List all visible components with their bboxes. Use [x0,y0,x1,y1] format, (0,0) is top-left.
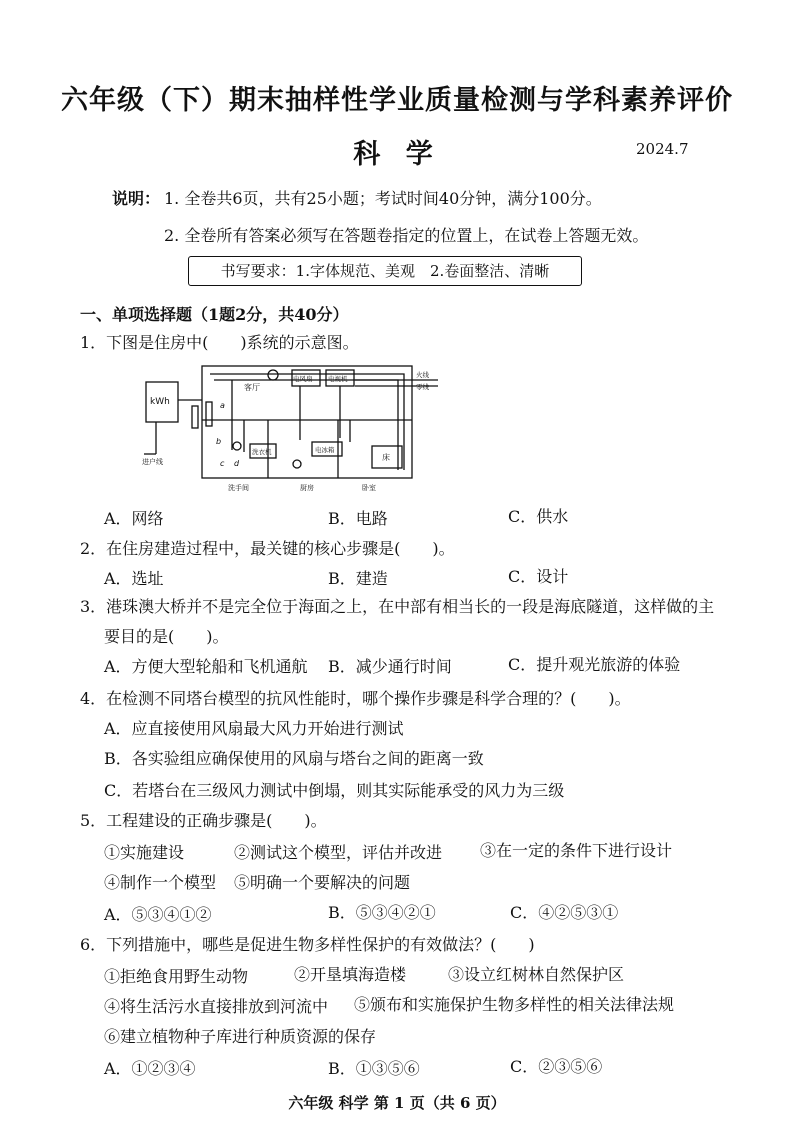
q1-stem: 1．下图是住房中( )系统的示意图。 [80,333,359,352]
q3-option-c: C．提升观光旅游的体验 [508,655,681,674]
label-d: d [234,459,240,468]
section-title: 一、单项选择题（1题2分，共40分） [80,305,349,324]
fan-label: 电风扇 [293,375,313,383]
q6-option-c: C．②③⑤⑥ [510,1057,603,1076]
service-line-label: 进户线 [142,458,163,466]
tv-label: 电视机 [328,375,348,383]
q6-option-b: B．①③⑤⑥ [328,1059,420,1078]
q5-stem: 5．工程建设的正确步骤是( )。 [80,811,327,830]
q5-step-4: ④制作一个模型 [104,873,217,892]
exam-title: 六年级（下）期末抽样性学业质量检测与学科素养评价 [61,85,733,116]
q4-option-a: A．应直接使用风扇最大风力开始进行测试 [104,719,404,738]
q6-stem: 6．下列措施中，哪些是促进生物多样性保护的有效做法？( ) [80,935,535,954]
instruction-item-2: 2. 全卷所有答案必须写在答题卷指定的位置上，在试卷上答题无效。 [164,226,649,245]
q2-option-a: A．选址 [104,569,164,588]
fridge-label: 电冰箱 [315,446,335,454]
q5-option-a: A．⑤③④①② [104,905,212,924]
q4-stem: 4．在检测不同塔台模型的抗风性能时，哪个操作步骤是科学合理的？( )。 [80,689,631,708]
circuit-diagram [140,360,440,510]
q3-option-b: B．减少通行时间 [328,657,452,676]
q5-step-3: ③在一定的条件下进行设计 [480,841,673,860]
q5-option-b: B．⑤③④②① [328,903,436,922]
q2-option-b: B．建造 [328,569,388,588]
instructions-label: 说明： [112,189,161,208]
washer-label: 洗衣机 [252,448,272,456]
living-room-label: 客厅 [244,383,260,392]
bathroom-label: 洗手间 [228,484,249,492]
bedroom-label: 卧室 [362,484,376,492]
q6-measure-5: ⑤颁布和实施保护生物多样性的相关法律法规 [354,995,675,1014]
live-wire-label: 火线 [416,371,429,379]
q5-option-c: C．④②⑤③① [510,903,619,922]
q6-measure-3: ③设立红树林自然保护区 [448,965,625,984]
meter-label: kWh [150,397,170,407]
q1-option-a: A．网络 [104,509,164,528]
label-a: a [220,401,225,410]
q3-stem-line2: 要目的是( )。 [104,627,229,646]
bed-label: 床 [382,453,390,462]
q6-measure-2: ②开垦填海造楼 [294,965,407,984]
q6-option-a: A．①②③④ [104,1059,196,1078]
label-b: b [216,437,222,446]
q6-measure-1: ①拒绝食用野生动物 [104,967,249,986]
q6-measure-6: ⑥建立植物种子库进行种质资源的保存 [104,1027,377,1046]
kitchen-label: 厨房 [300,484,314,492]
q4-option-c: C．若塔台在三级风力测试中倒塌，则其实际能承受的风力为三级 [104,781,565,800]
page-footer: 六年级 科学 第 1 页（共 6 页） [288,1094,506,1112]
exam-date: 2024.7 [636,140,689,158]
q6-measure-4: ④将生活污水直接排放到河流中 [104,997,329,1016]
q2-option-c: C．设计 [508,567,569,586]
q3-option-a: A．方便大型轮船和飞机通航 [104,657,308,676]
label-c: c [220,459,225,468]
q1-option-c: C．供水 [508,507,569,526]
q5-step-1: ①实施建设 [104,843,185,862]
q2-stem: 2．在住房建造过程中，最关键的核心步骤是( )。 [80,539,455,558]
q1-option-b: B．电路 [328,509,388,528]
q3-stem-line1: 3．港珠澳大桥并不是完全位于海面之上，在中部有相当长的一段是海底隧道，这样做的主 [80,597,715,616]
q5-step-2: ②测试这个模型，评估并改进 [234,843,443,862]
instruction-item-1: 1. 全卷共6页，共有25小题；考试时间40分钟，满分100分。 [164,189,602,208]
subject-title: 科 学 [353,139,441,170]
q4-option-b: B．各实验组应确保使用的风扇与塔台之间的距离一致 [104,749,484,768]
writing-requirements-box: 书写要求：1.字体规范、美观 2.卷面整洁、清晰 [188,256,582,286]
q5-step-5: ⑤明确一个要解决的问题 [234,873,411,892]
neutral-wire-label: 零线 [416,383,429,391]
